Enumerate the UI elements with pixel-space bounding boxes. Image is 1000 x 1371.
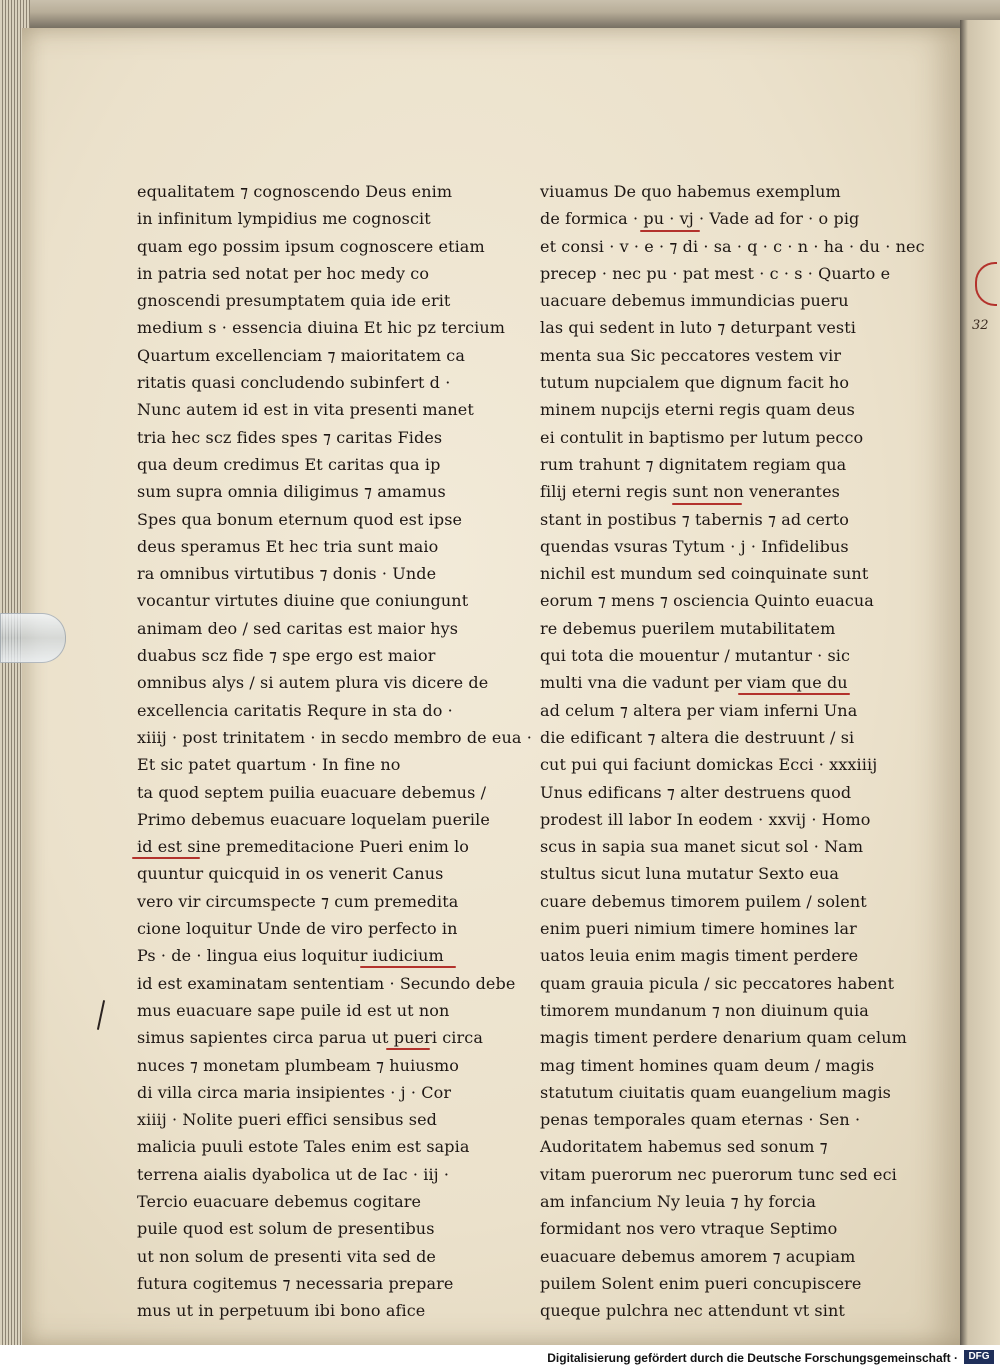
text-line: qua deum credimus Et caritas qua ip <box>137 454 441 474</box>
text-line: excellencia caritatis Requre in sta do · <box>137 700 453 720</box>
text-line: Spes qua bonum eternum quod est ipse <box>137 509 463 529</box>
rubric-underline <box>640 230 700 232</box>
facing-page-number: 32 <box>972 318 989 333</box>
text-line: uatos leuia enim magis timent perdere <box>540 946 859 966</box>
text-line: ritatis quasi concludendo subinfert d · <box>137 373 451 393</box>
text-line: vocantur virtutes diuine que coniungunt <box>137 591 469 611</box>
text-line: die edificant ⁊ altera die destruunt / si <box>540 727 855 747</box>
text-line: quendas vsuras Tytum · j · Infidelibus <box>540 536 849 556</box>
text-line: quam ego possim ipsum cognoscere etiam <box>137 236 485 256</box>
rubric-underline <box>672 503 742 505</box>
text-line: simus sapientes circa parua ut pueri circa <box>137 1028 483 1048</box>
text-line: ta quod septem puilia euacuare debemus / <box>137 782 487 802</box>
left-text-column <box>137 178 532 1324</box>
text-line: scus in sapia sua manet sicut sol · Nam <box>540 837 864 857</box>
rubric-underline <box>132 857 200 859</box>
text-line: ut non solum de presenti vita sed de <box>137 1246 436 1266</box>
text-line: nichil est mundum sed coinquinate sunt <box>540 564 869 584</box>
text-line: formidant nos vero vtraque Septimo <box>540 1219 838 1239</box>
text-line: filij eterni regis sunt non venerantes <box>540 482 840 502</box>
text-line: cut pui qui faciunt domickas Ecci · xxxiiij <box>540 755 878 775</box>
text-line: tria hec scz fides spes ⁊ caritas Fides <box>137 427 443 447</box>
text-line: vero vir circumspecte ⁊ cum premedita <box>137 891 459 911</box>
footer-credit: Digitalisierung gefördert durch die Deutsche Forschungsgemeinschaft · <box>547 1351 958 1365</box>
text-line: stultus sicut luna mutatur Sexto eua <box>540 864 839 884</box>
text-line: xiiij · post trinitatem · in secdo membro de eua · <box>137 727 532 747</box>
text-line: di villa circa maria insipientes · j · Cor <box>137 1082 452 1102</box>
text-line: Primo debemus euacuare loquelam puerile <box>137 809 490 829</box>
text-line: deus speramus Et hec tria sunt maio <box>137 536 439 556</box>
rubric-underline <box>386 1048 430 1050</box>
text-line: vitam puerorum nec puerorum tunc sed eci <box>540 1164 897 1184</box>
text-line: viuamus De quo habemus exemplum <box>540 182 841 201</box>
text-line: ra omnibus virtutibus ⁊ donis · Unde <box>137 564 437 584</box>
text-line: xiiij · Nolite pueri effici sensibus sed <box>137 1110 437 1130</box>
text-line: id est examinatam sententiam · Secundo debe <box>137 973 516 993</box>
text-line: rum trahunt ⁊ dignitatem regiam qua <box>540 454 847 474</box>
text-line: nuces ⁊ monetam plumbeam ⁊ huiusmo <box>137 1055 460 1075</box>
right-text-column <box>540 178 925 1324</box>
text-line: Et sic patet quartum · In fine no <box>137 755 401 775</box>
rubric-underline <box>360 966 456 968</box>
dfg-logo: DFG <box>964 1350 994 1364</box>
text-line: prodest ill labor In eodem · xxvij · Homo <box>540 809 871 829</box>
text-line: enim pueri nimium timere homines lar <box>540 919 857 939</box>
text-line: ei contulit in baptismo per lutum pecco <box>540 427 864 447</box>
text-line: precep · nec pu · pat mest · c · s · Quarto e <box>540 263 891 283</box>
text-line: id est sine premeditacione Pueri enim lo <box>137 837 470 857</box>
text-line: de formica · pu · vj · Vade ad for · o pig <box>540 209 860 229</box>
text-line: Quartum excellenciam ⁊ maioritatem ca <box>137 345 465 365</box>
text-line: mus ut in perpetuum ibi bono afice <box>137 1301 426 1321</box>
text-line: gnoscendi presumptatem quia ide erit <box>137 291 451 311</box>
text-line: re debemus puerilem mutabilitatem <box>540 618 836 638</box>
text-line: in patria sed notat per hoc medy co <box>137 263 430 283</box>
text-line: statutum ciuitatis quam euangelium magis <box>540 1082 891 1102</box>
text-line: Ps · de · lingua eius loquitur iudicium <box>137 946 444 966</box>
text-line: Audoritatem habemus sed sonum ⁊ <box>540 1137 828 1157</box>
text-line: omnibus alys / si autem plura vis dicere de <box>137 673 489 693</box>
text-line: uacuare debemus immundicias pueru <box>540 291 849 311</box>
text-line: cuare debemus timorem puilem / solent <box>540 891 867 911</box>
text-line: sum supra omnia diligimus ⁊ amamus <box>137 482 446 502</box>
text-line: puilem Solent enim pueri concupiscere <box>540 1273 862 1293</box>
text-line: puile quod est solum de presentibus <box>137 1219 435 1239</box>
text-line: menta sua Sic peccatores vestem vir <box>540 345 842 365</box>
facing-page-edge <box>960 20 1000 1345</box>
text-line: quam grauia picula / sic peccatores habent <box>540 973 895 993</box>
text-line: queque pulchra nec attendunt vt sint <box>540 1301 845 1321</box>
rubric-underline <box>738 693 850 695</box>
text-line: terrena aialis dyabolica ut de Iac · iij · <box>137 1164 450 1184</box>
text-line: malicia puuli estote Tales enim est sapia <box>137 1137 470 1157</box>
text-line: euacuare debemus amorem ⁊ acupiam <box>540 1246 856 1266</box>
text-line: am infancium Ny leuia ⁊ hy forcia <box>540 1191 816 1211</box>
text-line: Unus edificans ⁊ alter destruens quod <box>540 782 852 802</box>
text-line: magis timent perdere denarium quam celum <box>540 1028 907 1048</box>
text-line: mag timent homines quam deum / magis <box>540 1055 875 1075</box>
text-line: in infinitum lympidius me cognoscit <box>137 209 431 229</box>
text-line: penas temporales quam eternas · Sen · <box>540 1110 861 1130</box>
text-line: stant in postibus ⁊ tabernis ⁊ ad certo <box>540 509 850 529</box>
text-line: las qui sedent in luto ⁊ deturpant vesti <box>540 318 856 338</box>
text-line: animam deo / sed caritas est maior hys <box>137 618 459 638</box>
plastic-page-clip <box>0 613 66 663</box>
text-line: minem nupcijs eterni regis quam deus <box>540 400 855 420</box>
text-line: tutum nupcialem que dignum facit ho <box>540 373 850 393</box>
text-line: eorum ⁊ mens ⁊ osciencia Quinto euacua <box>540 591 874 611</box>
text-line: multi vna die vadunt per viam que du <box>540 673 848 693</box>
text-line: mus euacuare sape puile id est ut non <box>137 1000 450 1020</box>
text-line: ad celum ⁊ altera per viam inferni Una <box>540 700 858 720</box>
text-line: quuntur quicquid in os venerit Canus <box>137 864 444 884</box>
text-line: duabus scz fide ⁊ spe ergo est maior <box>137 646 436 666</box>
text-line: futura cogitemus ⁊ necessaria prepare <box>137 1273 454 1293</box>
footer-bar <box>0 1345 1000 1371</box>
text-line: equalitatem ⁊ cognoscendo Deus enim <box>137 182 453 201</box>
top-book-edge <box>0 0 1000 30</box>
text-line: cione loquitur Unde de viro perfecto in <box>137 919 458 939</box>
text-line: Tercio euacuare debemus cogitare <box>137 1191 422 1211</box>
text-line: qui tota die mouentur / mutantur · sic <box>540 646 851 666</box>
text-line: timorem mundanum ⁊ non diuinum quia <box>540 1000 869 1020</box>
text-line: et consi · v · e · ⁊ di · sa · q · c · n · ha · du · nec <box>540 236 925 256</box>
text-line: medium s · essencia diuina Et hic pz tercium <box>137 318 506 338</box>
text-line: Nunc autem id est in vita presenti manet <box>137 400 474 420</box>
